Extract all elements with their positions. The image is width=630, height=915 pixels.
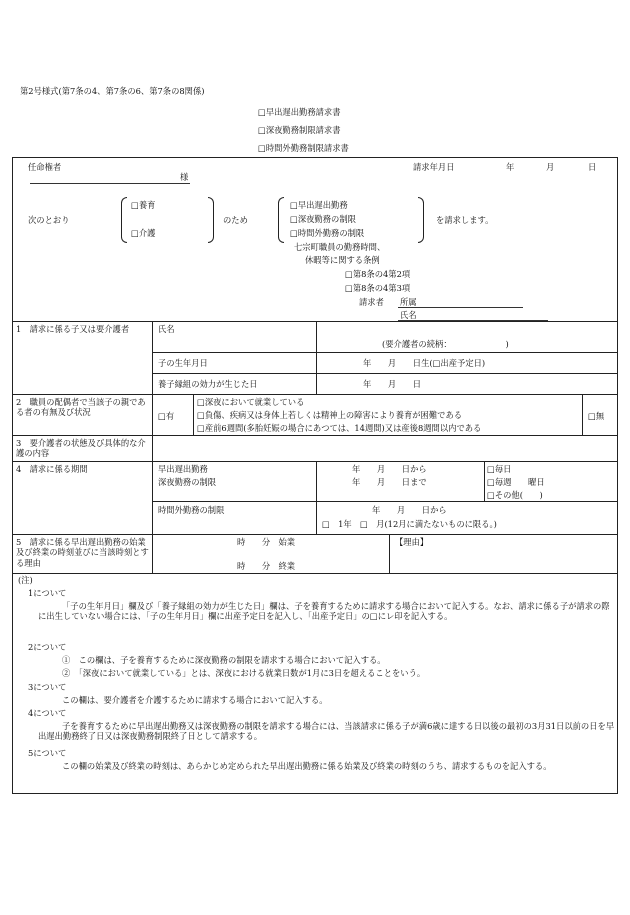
notes-top-line xyxy=(12,573,618,574)
row4-overtime: 時間外勤務の制限 xyxy=(158,505,225,515)
row2-label: 2 職員の配偶者で当該子の親である者の有無及び状況 xyxy=(16,397,146,418)
requester-label: 請求者 xyxy=(359,297,384,307)
row2-option-birth: □産前6週間(多胎妊娠の場合にあつては、14週間)又は産後8週間以内である xyxy=(197,423,482,433)
row1-mid-line xyxy=(316,321,317,394)
row3-top-line xyxy=(12,435,618,436)
brace-right-2 xyxy=(418,197,424,243)
note3-head: 3について xyxy=(28,682,67,692)
row2-no: □無 xyxy=(588,411,605,421)
row5-reason: 【理由】 xyxy=(395,537,429,547)
row1-birth-label: 子の生年月日 xyxy=(158,358,208,368)
row4c-mid-line xyxy=(316,501,317,534)
date-label: 請求年月日 xyxy=(413,162,455,172)
appointer-label: 任命権者 xyxy=(28,162,62,172)
row2-no-line xyxy=(582,394,583,435)
care-option-kaigo: □介護 xyxy=(131,228,156,238)
row4-label: 4 請求に係る期間 xyxy=(16,464,88,474)
ordinance-line-1: 七宗町職員の勤務時間、 xyxy=(294,242,386,252)
row1-adopt-value: 年 月 日 xyxy=(363,379,422,389)
title-night: □深夜勤務制限請求書 xyxy=(258,125,341,135)
note3-body: この欄は、要介護者を介護するために請求する場合において記入する。 xyxy=(62,695,328,705)
row3-label: 3 要介護者の状態及び具体的な介護の内容 xyxy=(16,438,146,459)
seikyu-label: を請求します。 xyxy=(436,215,494,225)
ordinance-line-2: 休暇等に関する条例 xyxy=(305,255,380,265)
row4-top-line xyxy=(12,461,618,462)
row1-relation: (要介護者の続柄： ) xyxy=(382,339,509,349)
request-option-early-late: □早出遅出勤務 xyxy=(290,200,348,210)
row4-night: 深夜勤務の制限 xyxy=(158,477,217,487)
row1-name-label: 氏名 xyxy=(158,324,175,334)
dept-line xyxy=(398,307,523,308)
sama-label: 様 xyxy=(180,172,189,182)
appointer-name-line xyxy=(30,183,190,184)
note5-head: 5について xyxy=(28,748,67,758)
row2-option-injury: □負傷、疾病又は身体上若しくは精神上の障害により養育が困難である xyxy=(197,410,463,420)
note2-head: 2について xyxy=(28,642,67,652)
title-overtime: □時間外勤務制限請求書 xyxy=(258,143,349,153)
note1-body: 「子の生年月日」欄及び「養子縁組の効力が生じた日」欄は、子を養育するために請求する場合において記入する。なお、請求に係る子が請求の際に出生していない場合には、「子の生年月日」欄に出産予定日を記入し、「出産予定日」の□にレ印を記入する。 xyxy=(38,601,610,622)
article-option-2: □第8条の4第3項 xyxy=(345,283,411,293)
row5-start: 時 分 始業 xyxy=(237,537,296,547)
row4-mid-line xyxy=(316,461,317,501)
row2-yes-line xyxy=(193,394,194,435)
row1-adopt-label: 養子縁組の効力が生じた日 xyxy=(158,379,258,389)
row4-freq-daily: □毎日 xyxy=(487,464,512,474)
row2-top-line xyxy=(12,394,618,395)
row2-option-night: □深夜において就業している xyxy=(197,397,305,407)
row1-sub-line-2 xyxy=(152,373,618,374)
name-label: 氏名 xyxy=(400,310,417,320)
row4-freq-weekly: □毎週 曜日 xyxy=(487,477,545,487)
row4-early-late: 早出遅出勤務 xyxy=(158,464,208,474)
row5-top-line xyxy=(12,534,618,535)
row4-sub-line xyxy=(152,501,618,502)
note1-head: 1について xyxy=(28,588,67,598)
row1-birth-value: 年 月 日生(□出産予定日) xyxy=(363,358,486,368)
row1-label: 1 請求に係る子又は要介護者 xyxy=(16,324,130,334)
notes-head: (注) xyxy=(18,575,33,585)
row4-freq-other: □その他( ) xyxy=(487,490,543,500)
note4-head: 4について xyxy=(28,708,67,718)
note5-body: この欄の始業及び終業の時刻は、あらかじめ定められた早出遅出勤務に係る始業及び終業の時刻のうち、請求するものを記入する。 xyxy=(62,761,552,771)
row1-top-line xyxy=(12,321,618,322)
note2-item2: ② 「深夜において就業している」とは、深夜における就業日数が1月に3日を超えることをいう。 xyxy=(62,668,426,678)
date-month: 月 xyxy=(546,162,555,172)
dept-label: 所属 xyxy=(400,297,417,307)
date-year: 年 xyxy=(506,162,515,172)
row4-freq-line xyxy=(484,461,485,501)
row4-overtime-period: □ 1年 □ 月(12月に満たないものに限る。) xyxy=(322,519,497,529)
brace-right-1 xyxy=(208,197,214,243)
label-col-line xyxy=(152,321,153,573)
row5-end: 時 分 終業 xyxy=(237,561,296,571)
row2-yes: □有 xyxy=(158,411,175,421)
care-option-ikuji: □養育 xyxy=(131,200,156,210)
row4-to: 年 月 日まで xyxy=(352,477,427,487)
tsugi-label: 次のとおり xyxy=(28,215,70,225)
article-option-1: □第8条の4第2項 xyxy=(345,269,411,279)
request-option-overtime: □時間外勤務の制限 xyxy=(290,228,365,238)
row1-sub-line-1 xyxy=(152,352,618,353)
row4-from: 年 月 日から xyxy=(352,464,427,474)
brace-left-2 xyxy=(278,197,284,243)
title-early-late: □早出遅出勤務請求書 xyxy=(258,107,341,117)
row5-reason-line xyxy=(389,534,390,573)
tame-label: のため xyxy=(223,215,248,225)
date-day: 日 xyxy=(588,162,597,172)
form-number: 第2号様式(第7条の4、第7条の6、第7条の8関係) xyxy=(20,86,205,96)
note2-item1: ① この欄は、子を養育するために深夜勤務の制限を請求する場合において記入する。 xyxy=(62,655,386,665)
row5-label: 5 請求に係る早出遅出勤務の始業及び終業の時刻並びに当該時刻とする理由 xyxy=(16,537,149,568)
request-option-night: □深夜勤務の制限 xyxy=(290,214,356,224)
brace-left-1 xyxy=(121,197,127,243)
row4-overtime-from: 年 月 日から xyxy=(372,505,447,515)
note4-body: 子を養育するために早出遅出勤務又は深夜勤務の制限を請求する場合には、当該請求に係る子が満6歳に達する日以後の最初の3月31日以前の日を早出遅出勤務終了日又は深夜勤務制限終了日として請求する。 xyxy=(38,721,615,742)
